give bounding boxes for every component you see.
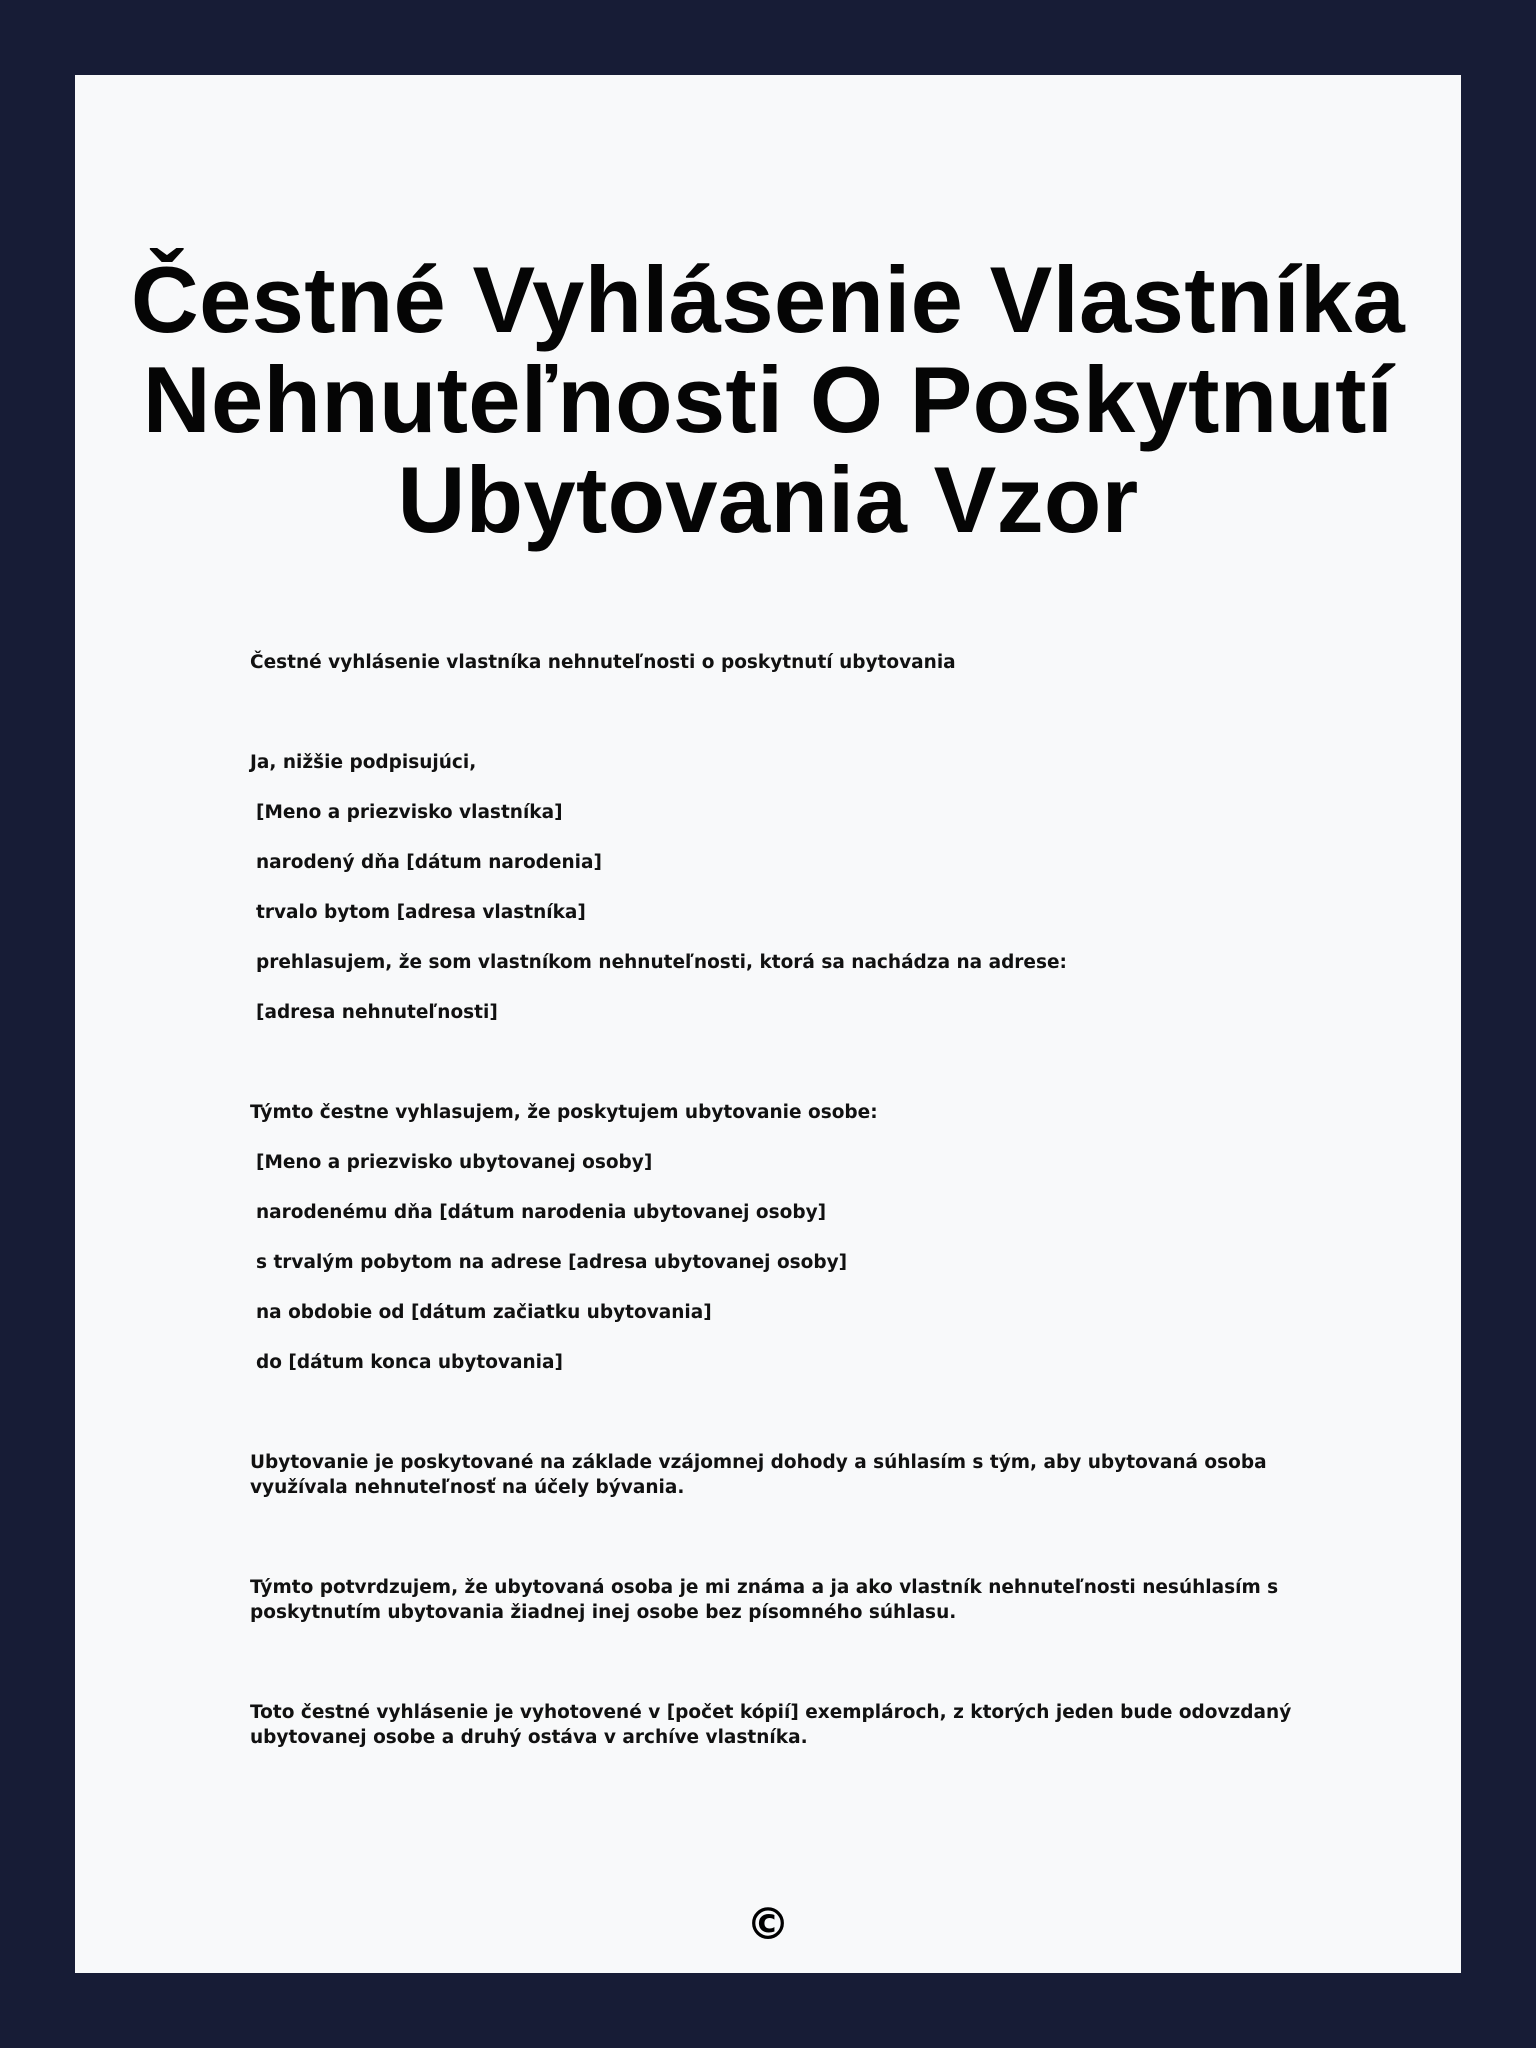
stay-end-date: do [dátum konca ubytovania] [256,1352,563,1373]
confirmation-paragraph: Týmto potvrdzujem, že ubytovaná osoba je mi známa a ja ako vlastník nehnuteľnosti nesúhlasím s poskytnutím ubytovania žiadnej inej osobe bez písomného súhlasu. [250,1577,1279,1623]
guest-birth-date: narodenému dňa [dátum narodenia ubytovanej osoby] [256,1202,827,1223]
guest-intro: Týmto čestne vyhlasujem, že poskytujem ubytovanie osobe: [250,1102,878,1123]
guest-address: s trvalým pobytom na adrese [adresa ubytovanej osoby] [256,1252,848,1273]
document-title: Čestné Vyhlásenie Vlastníka Nehnuteľnosti O Poskytnutí Ubytovania Vzor [130,247,1406,552]
owner-declaration: prehlasujem, že som vlastníkom nehnuteľnosti, ktorá sa nachádza na adrese: [256,952,1067,973]
agreement-paragraph: Ubytovanie je poskytované na základe vzájomnej dohody a súhlasím s tým, aby ubytovaná osoba využívala nehnuteľnosť na účely bývania. [250,1452,1267,1498]
owner-address: trvalo bytom [adresa vlastníka] [256,902,586,923]
guest-name-placeholder: [Meno a priezvisko ubytovanej osoby] [256,1152,653,1173]
document-page [75,75,1461,1973]
owner-name-placeholder: [Meno a priezvisko vlastníka] [256,802,563,823]
owner-block [250,750,1350,1025]
owner-intro: Ja, nižšie podpisujúci, [250,752,477,773]
copies-paragraph: Toto čestné vyhlásenie je vyhotovené v [počet kópií] exemplároch, z ktorých jeden bude odovzdaný ubytovanej osobe a druhý ostáva v archíve vlastníka. [250,1702,1292,1748]
document-body [250,650,1350,1750]
owner-birth-date: narodený dňa [dátum narodenia] [256,852,602,873]
guest-block [250,1100,1350,1375]
document-subheading: Čestné vyhlásenie vlastníka nehnuteľnosti o poskytnutí ubytovania [250,652,956,673]
copyright-icon: © [746,1899,790,1950]
stay-start-date: na obdobie od [dátum začiatku ubytovania] [256,1302,712,1323]
property-address: [adresa nehnuteľnosti] [256,1002,498,1023]
